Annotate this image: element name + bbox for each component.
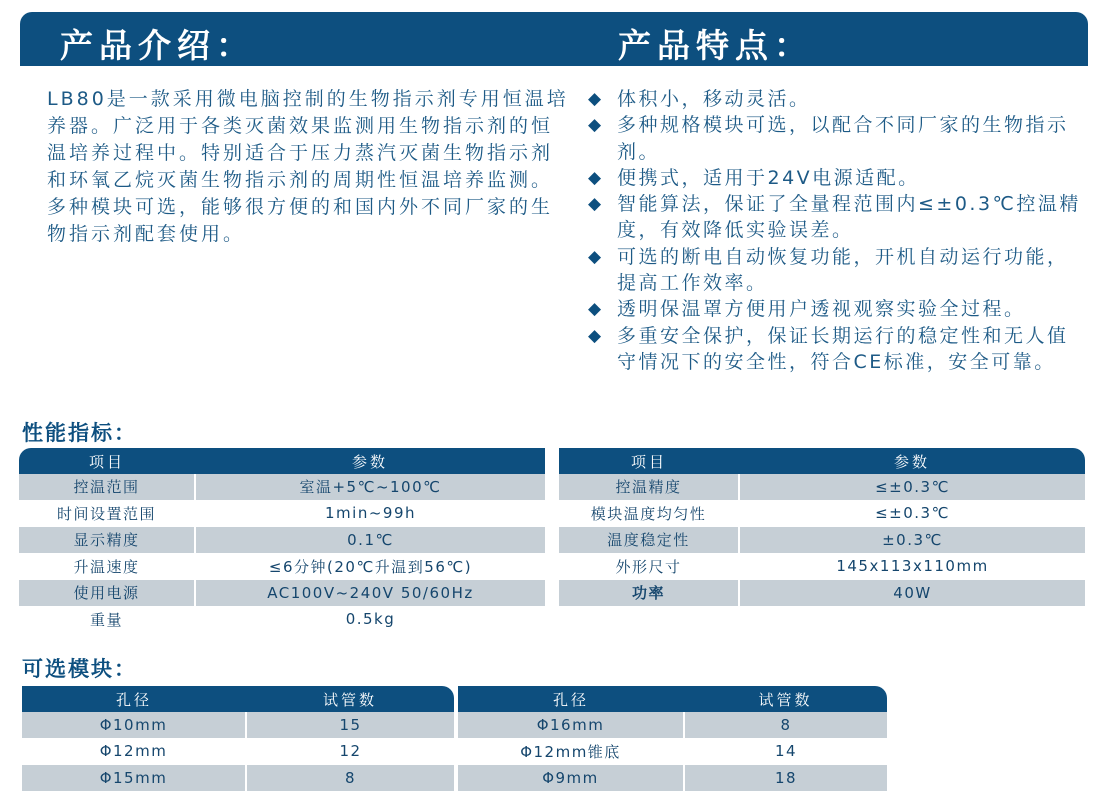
feature-text: 透明保温罩方便用户透视观察实验全过程。	[617, 298, 1026, 321]
performance-table-left	[19, 448, 545, 633]
table-cell: AC100V~240V 50/60Hz	[195, 580, 545, 607]
modules-table-right	[458, 686, 887, 792]
table-cell: 控温精度	[559, 474, 739, 500]
table-cell: 40W	[739, 580, 1085, 607]
table-cell: 15	[246, 712, 454, 738]
table-cell: 重量	[19, 606, 195, 633]
feature-text: 体积小，移动灵活。	[617, 88, 811, 110]
diamond-bullet-icon: ◆	[588, 246, 604, 267]
feature-item	[588, 112, 1088, 165]
diamond-bullet-icon: ◆	[588, 115, 604, 136]
table-cell: ±0.3℃	[739, 527, 1085, 554]
table-cell: Φ16mm	[458, 712, 684, 738]
feature-text: 可选的断电自动恢复功能，开机自动运行功能，提高工作效率。	[617, 245, 1069, 295]
table-cell: 8	[684, 712, 887, 738]
table-row	[458, 765, 887, 792]
table-cell: Φ12mm锥底	[458, 738, 684, 765]
performance-table-right	[559, 448, 1085, 607]
table-cell: 1min~99h	[195, 500, 545, 527]
table-cell: 18	[684, 765, 887, 792]
table-cell: 12	[246, 738, 454, 765]
table-cell: Φ15mm	[22, 765, 246, 792]
intro-paragraph: LB80是一款采用微电脑控制的生物指示剂专用恒温培养器。广泛用于各类灭菌效果监测用生物指示剂的恒温培养过程中。特别适合于压力蒸汽灭菌生物指示剂和环氧乙烷灭菌生物指示剂的周期性恒温培养监测。多种模块可选，能够很方便的和国内外不同厂家的生物指示剂配套使用。	[47, 88, 569, 245]
header-band	[20, 12, 1088, 66]
table-row	[19, 553, 545, 580]
table-cell: 外形尺寸	[559, 553, 739, 580]
table-row	[559, 474, 1085, 500]
table-cell: 模块温度均匀性	[559, 500, 739, 527]
feature-item	[588, 244, 1088, 297]
table-row	[458, 738, 887, 765]
table-cell: 使用电源	[19, 580, 195, 607]
column-header-tubes: 试管数	[246, 686, 454, 712]
table-cell: Φ12mm	[22, 738, 246, 765]
modules-title: 可选模块：	[22, 657, 137, 681]
table-row	[22, 765, 454, 792]
feature-item	[588, 165, 1088, 191]
table-row	[458, 712, 887, 738]
column-header-param: 参数	[195, 448, 545, 474]
table-cell: ≤6分钟(20℃升温到56℃)	[195, 553, 545, 580]
feature-list	[588, 86, 1088, 375]
table-cell: ≤±0.3℃	[739, 474, 1085, 500]
table-cell: 14	[684, 738, 887, 765]
table-row	[19, 500, 545, 527]
table-row	[559, 553, 1085, 580]
table-cell: 控温范围	[19, 474, 195, 500]
feature-item	[588, 296, 1088, 322]
feature-text: 多重安全保护，保证长期运行的稳定性和无人值守情况下的安全性，符合CE标准，安全可靠。	[617, 324, 1069, 373]
column-header-param: 参数	[739, 448, 1085, 474]
column-header-item: 项目	[559, 448, 739, 474]
column-header-hole: 孔径	[22, 686, 246, 712]
diamond-bullet-icon: ◆	[588, 325, 604, 346]
feature-item	[588, 323, 1088, 376]
table-cell: 显示精度	[19, 527, 195, 554]
column-header-item: 项目	[19, 448, 195, 474]
table-row	[22, 712, 454, 738]
diamond-bullet-icon: ◆	[588, 299, 604, 320]
feature-item	[588, 191, 1088, 244]
feature-text: 便携式，适用于24V电源适配。	[617, 166, 920, 189]
table-row	[19, 606, 545, 633]
table-cell: ≤±0.3℃	[739, 500, 1085, 527]
table-row	[559, 527, 1085, 554]
table-cell: 0.1℃	[195, 527, 545, 554]
table-cell: 时间设置范围	[19, 500, 195, 527]
table-row	[19, 580, 545, 607]
table-row	[559, 580, 1085, 607]
feature-text: 多种规格模块可选，以配合不同厂家的生物指示剂。	[617, 114, 1069, 163]
table-cell: 0.5kg	[195, 606, 545, 633]
modules-table-left	[22, 686, 454, 792]
table-row	[22, 738, 454, 765]
diamond-bullet-icon: ◆	[588, 89, 604, 109]
feature-text: 智能算法，保证了全量程范围内≤±0.3℃控温精度，有效降低实验误差。	[617, 193, 1081, 242]
column-header-tubes: 试管数	[684, 686, 887, 712]
table-cell: 145x113x110mm	[739, 553, 1085, 580]
column-header-hole: 孔径	[458, 686, 684, 712]
table-cell: 升温速度	[19, 553, 195, 580]
performance-title: 性能指标：	[22, 421, 137, 445]
table-cell: 室温+5℃~100℃	[195, 474, 545, 500]
diamond-bullet-icon: ◆	[588, 194, 604, 215]
intro-heading: 产品介绍：	[60, 26, 255, 65]
table-cell: Φ10mm	[22, 712, 246, 738]
table-cell: 温度稳定性	[559, 527, 739, 554]
table-row	[559, 500, 1085, 527]
features-heading: 产品特点：	[618, 26, 813, 65]
table-cell: 功率	[559, 580, 739, 607]
table-cell: Φ9mm	[458, 765, 684, 792]
table-cell: 8	[246, 765, 454, 792]
table-row	[19, 527, 545, 554]
diamond-bullet-icon: ◆	[588, 167, 604, 188]
feature-item	[588, 86, 1088, 112]
table-row	[19, 474, 545, 500]
